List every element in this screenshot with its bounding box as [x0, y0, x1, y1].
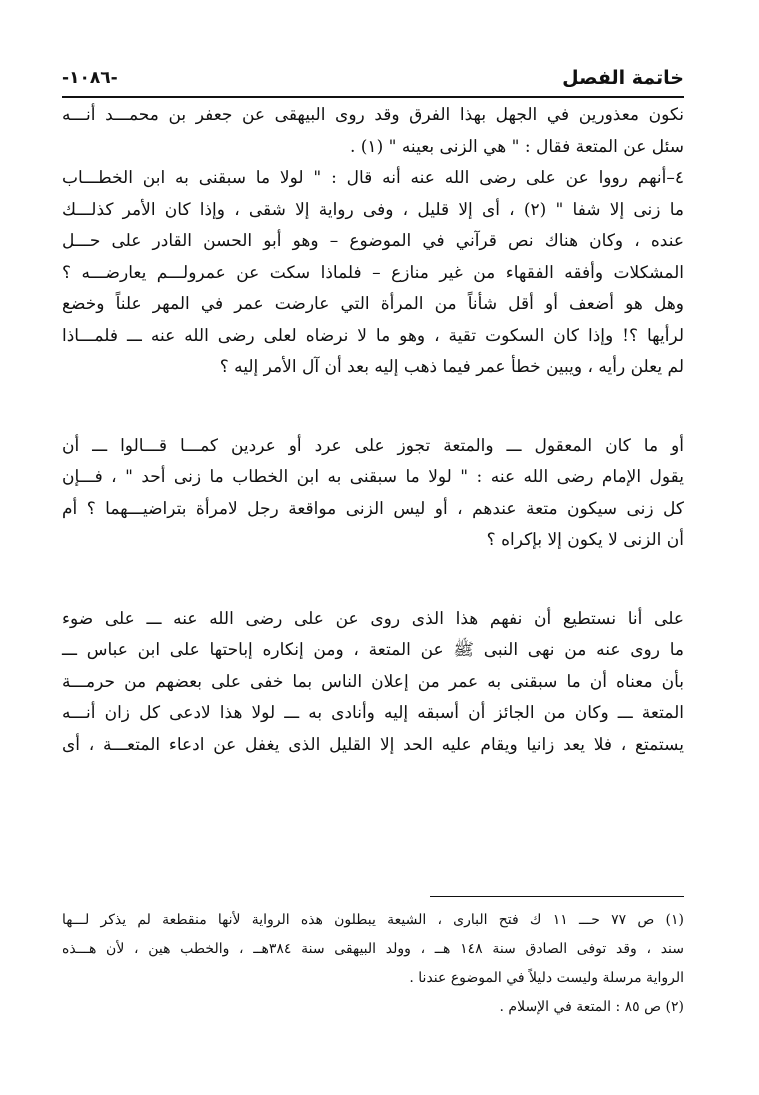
text-line: المتعة ـــ وكان من الجائز أن أسبقه إليه وأنادى به ـــ لولا هذا لادعى كل زان أنـــه	[62, 703, 684, 723]
footnote-line: (١) ص ٧٧ حـــ ١١ ك فتح البارى ، الشيعة يبطلون هذه الرواية لأنها منقطعة لم يذكر لـــها	[62, 912, 684, 928]
text-line: على أنا نستطيع أن نفهم هذا الذى روى عن على رضى الله عنه ـــ على ضوء	[62, 608, 684, 629]
text-line: أو ما كان المعقول ـــ والمتعة تجوز على عرد أو عردين كمـــا قـــالوا ـــ أن	[62, 435, 684, 456]
text-line: لم يعلن رأيه ، ويبين خطأ عمر فيما ذهب إليه بعد أن آل الأمر إليه ؟	[219, 357, 684, 377]
text-line: المشكلات وأفقه الفقهاء من غير منازع – فلماذا سكت عن عمرولـــم يعارضـــه ؟	[62, 262, 684, 283]
paragraph-4	[62, 604, 684, 762]
footnotes	[62, 906, 684, 1022]
text-line: يستمتع ، فلا يعد زانيا ويقام عليه الحد إلا القليل الذى يغفل عن ادعاء المتعـــة ، أى	[62, 734, 684, 755]
paragraph-3	[62, 431, 684, 557]
footnote-line: الرواية مرسلة وليست دليلاً في الموضوع عندنا .	[409, 970, 684, 986]
page-number: -١٠٨٦-	[62, 68, 118, 88]
main-text	[62, 100, 684, 761]
text-line: وهل هو أضعف أو أقل شأناً من المرأة التي عارضت عمر في المهر علناً وخضع	[62, 294, 684, 314]
text-line: ٤–أنهم رووا عن على رضى الله عنه أنه قال : " لولا ما سبقنى به ابن الخطـــاب	[62, 168, 684, 188]
text-line: يقول الإمام رضى الله عنه : " لولا ما سبقنى به ابن الخطاب ما زنى أحد " ، فـــإن	[62, 467, 684, 487]
text-line: ما زنى إلا شفا " (٢) ، أى إلا قليل ، وفى رواية إلا شقى ، وإذا كان الأمر كذلـــك	[62, 199, 684, 220]
text-line: لرأيها ؟! وإذا كان السكوت تقية ، وهو ما لا نرضاه لعلى رضى الله عنه ـــ فلمـــاذا	[62, 325, 684, 346]
footnote-line: سند ، وقد توفى الصادق سنة ١٤٨ هــ ، وولد البيهقى سنة ٣٨٤هــ ، والخطب هين ، لأن هـــذه	[62, 941, 684, 957]
footnote-line: (٢) ص ٨٥ : المتعة في الإسلام .	[499, 999, 684, 1015]
footnote-divider	[430, 896, 684, 897]
text-line: سئل عن المتعة فقال : " هي الزنى بعينه " (١) .	[349, 136, 684, 157]
running-header	[62, 64, 684, 96]
text-line: نكون معذورين في الجهل بهذا الفرق وقد روى البيهقى عن جعفر بن محمـــد أنـــه	[62, 105, 684, 125]
paragraph-2	[62, 163, 684, 384]
text-line: أن الزنى لا يكون إلا بإكراه ؟	[486, 530, 684, 550]
text-line: بأن معناه أن ما سبقنى به عمر من إعلان الناس بما خفى على بعضهم من حرمـــة	[62, 671, 684, 692]
chapter-title: خاتمة الفصل	[562, 67, 684, 89]
text-line: عنده ، وكان هناك نص قرآني في الموضوع – وهو أبو الحسن القادر على حـــل	[62, 231, 684, 251]
text-line: كل زنى سيكون متعة عندهم ، أو ليس الزنى مواقعة رجل لامرأة بتراضيـــهما ؟ أم	[62, 498, 684, 519]
text-line: ما روى عنه من نهى النبى ﷺ عن المتعة ، ومن إنكاره إباحتها على ابن عباس ـــ	[62, 640, 684, 660]
header-divider	[62, 96, 684, 98]
paragraph-1	[62, 100, 684, 163]
